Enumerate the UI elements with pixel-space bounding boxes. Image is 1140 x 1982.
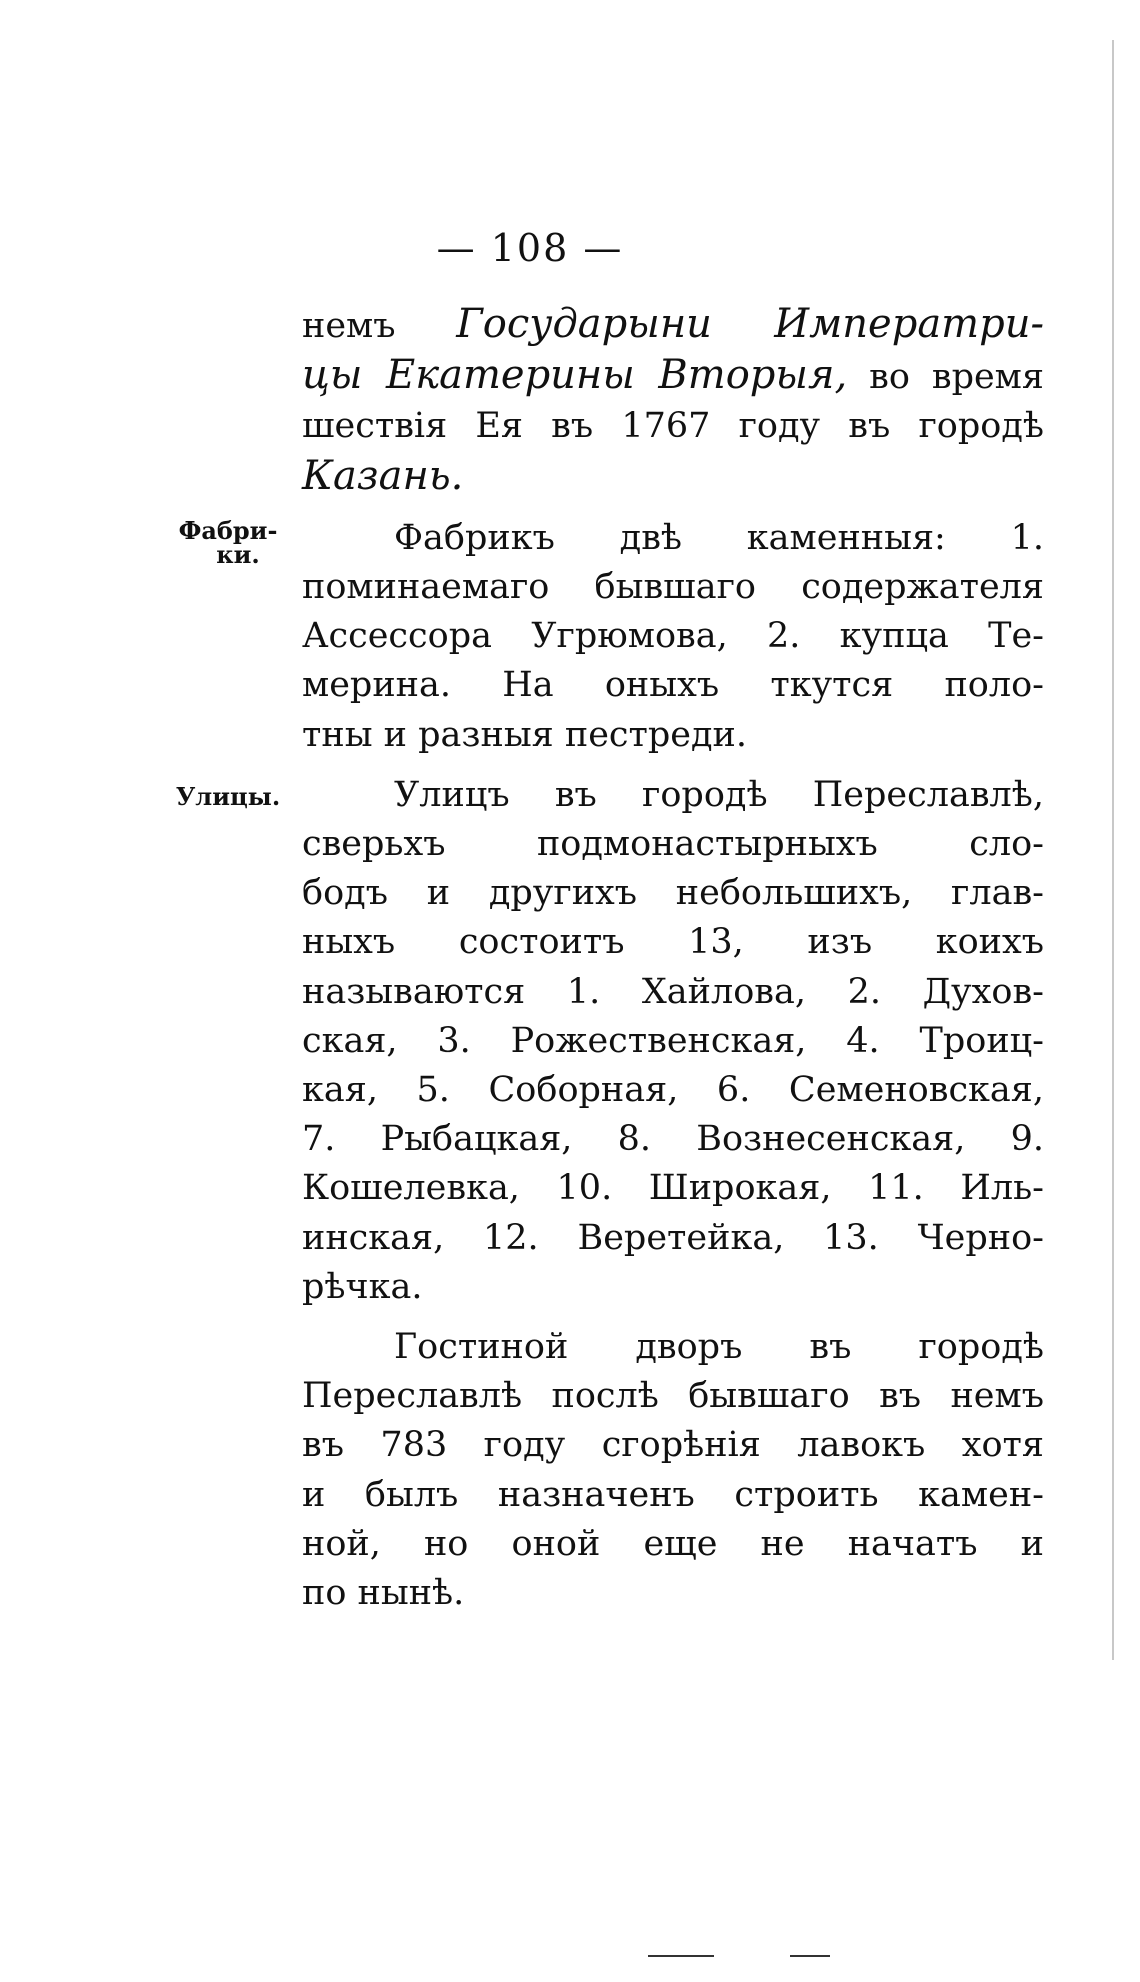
text-segment: Улицъ въ городѣ Переславлѣ, bbox=[394, 774, 1044, 815]
text-line bbox=[302, 661, 1044, 710]
text-line bbox=[302, 452, 1044, 503]
text-line bbox=[302, 1520, 1044, 1569]
text-line bbox=[302, 1471, 1044, 1520]
text-line bbox=[302, 1017, 1044, 1066]
margin-note-streets: Улицы. bbox=[175, 782, 281, 811]
text-segment: Гостиной дворъ въ городѣ bbox=[394, 1327, 1044, 1368]
text-line bbox=[302, 771, 1044, 820]
text-line bbox=[302, 563, 1044, 612]
text-line bbox=[302, 1569, 1044, 1618]
paragraph-gap bbox=[302, 760, 1044, 771]
text-segment: рѣчка. bbox=[302, 1266, 423, 1307]
text-segment: ныхъ состоитъ 13, изъ коихъ bbox=[302, 922, 1044, 963]
text-line bbox=[302, 1323, 1044, 1372]
text-line bbox=[302, 612, 1044, 661]
text-line bbox=[302, 968, 1044, 1017]
text-segment: сверьхъ подмонастырныхъ сло- bbox=[302, 824, 1044, 865]
text-line bbox=[302, 1164, 1044, 1213]
scan-edge-line bbox=[1112, 40, 1114, 1660]
text-segment: поминаемаго бывшаго содержателя bbox=[302, 567, 1044, 608]
text-segment: тны и разныя пестреди. bbox=[302, 714, 748, 755]
text-line bbox=[302, 1066, 1044, 1115]
text-segment: во время bbox=[847, 357, 1044, 398]
body-text bbox=[302, 300, 1044, 1618]
text-segment: бодъ и другихъ небольшихъ, глав- bbox=[302, 873, 1044, 914]
text-segment: 7. Рыбацкая, 8. Вознесенская, 9. bbox=[302, 1119, 1044, 1160]
text-line bbox=[302, 820, 1044, 869]
text-segment: Ассессора Угрюмова, 2. купца Те- bbox=[302, 616, 1044, 657]
text-line bbox=[302, 1372, 1044, 1421]
text-line bbox=[302, 300, 1044, 351]
text-line bbox=[302, 514, 1044, 563]
text-segment: шествія Ея въ 1767 году въ городѣ bbox=[302, 406, 1044, 447]
text-segment: инская, 12. Веретейка, 13. Черно- bbox=[302, 1217, 1044, 1258]
text-line bbox=[302, 918, 1044, 967]
text-segment: въ 783 году сгорѣнія лавокъ хотя bbox=[302, 1425, 1044, 1466]
bottom-rule-left bbox=[648, 1955, 714, 1957]
text-segment: называются 1. Хайлова, 2. Духов- bbox=[302, 971, 1044, 1012]
page-number: — 108 — bbox=[436, 226, 624, 270]
paragraph-gap bbox=[302, 1312, 1044, 1323]
text-line bbox=[302, 351, 1044, 402]
text-segment: Переславлѣ послѣ бывшаго въ немъ bbox=[302, 1376, 1044, 1417]
text-segment: немъ bbox=[302, 306, 457, 346]
text-segment: Кошелевка, 10. Широкая, 11. Иль- bbox=[302, 1168, 1044, 1209]
text-segment: кая, 5. Соборная, 6. Семеновская, bbox=[302, 1070, 1044, 1111]
margin-note-factories-line-1: Фабри- bbox=[178, 516, 278, 545]
text-line bbox=[302, 1263, 1044, 1312]
text-line bbox=[302, 711, 1044, 760]
text-line bbox=[302, 402, 1044, 451]
margin-note-factories-line-2: ки. bbox=[216, 540, 260, 569]
text-segment: Фабрикъ двѣ каменныя: 1. bbox=[394, 517, 1044, 558]
italic-text: Государыни Императри- bbox=[456, 301, 1044, 347]
text-segment: мерина. На оныхъ ткутся поло- bbox=[302, 665, 1044, 706]
text-line bbox=[302, 869, 1044, 918]
text-segment: и былъ назначенъ строить камен- bbox=[302, 1474, 1044, 1515]
text-line bbox=[302, 1421, 1044, 1470]
italic-text: Казань. bbox=[302, 452, 464, 499]
margin-note-factories bbox=[164, 516, 292, 569]
text-segment: ной, но оной еще не начатъ и bbox=[302, 1523, 1044, 1564]
italic-text: цы Екатерины Вторыя, bbox=[302, 352, 848, 399]
paragraph-gap bbox=[302, 503, 1044, 514]
bottom-rule-right bbox=[790, 1955, 830, 1957]
text-segment: ская, 3. Рожественская, 4. Троиц- bbox=[302, 1020, 1044, 1061]
text-segment: по нынѣ. bbox=[302, 1573, 465, 1614]
text-line bbox=[302, 1214, 1044, 1263]
text-line bbox=[302, 1115, 1044, 1164]
